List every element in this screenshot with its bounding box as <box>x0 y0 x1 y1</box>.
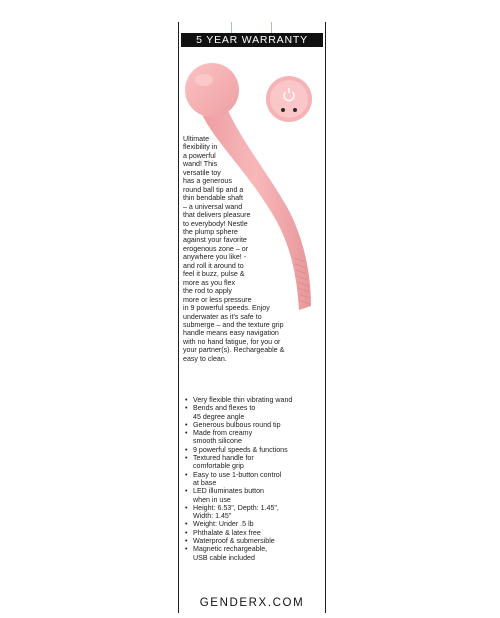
charging-contact <box>281 108 285 112</box>
description-line: flexibility in <box>183 143 218 152</box>
description-line: easy to clean. <box>183 354 227 363</box>
description-line: – a universal wand <box>183 202 243 211</box>
feature-list <box>185 396 325 562</box>
description-line: anywhere you like! - <box>183 253 247 262</box>
wand-ball-tip <box>185 63 239 117</box>
description-line: more or less pressure <box>183 295 252 304</box>
charging-contact <box>293 108 297 112</box>
description-line: the rod to apply <box>183 287 232 296</box>
feature-text: • Weight: Under .5 lb <box>193 520 254 529</box>
feature-item <box>185 421 325 429</box>
feature-text: • Bends and flexes to <box>193 404 256 413</box>
description-line: against your favorite <box>183 236 247 245</box>
feature-item <box>185 454 325 471</box>
feature-text: at base <box>193 478 217 487</box>
feature-text: when in use <box>193 495 231 504</box>
feature-text: • Magnetic rechargeable, <box>193 545 268 554</box>
feature-text: smooth silicone <box>193 437 242 446</box>
description-line: has a generous <box>183 177 232 186</box>
feature-text: comfortable grip <box>193 462 244 471</box>
description-line: a powerful <box>183 151 216 160</box>
description-line: your partner(s). Rechargeable & <box>183 346 285 355</box>
feature-text: 45 degree angle <box>193 412 245 421</box>
feature-text: • Height: 6.53", Depth: 1.45", <box>193 503 279 512</box>
feature-item <box>185 396 325 404</box>
description-line: the plump sphere <box>183 227 238 236</box>
feature-item <box>185 504 325 521</box>
description-line: round ball tip and a <box>183 185 244 194</box>
description-line: in 9 powerful speeds. Enjoy <box>183 304 270 313</box>
warranty-banner: 5 YEAR WARRANTY <box>181 33 323 47</box>
wand-base-view <box>266 76 312 122</box>
feature-item <box>185 429 325 446</box>
feature-text: • Waterproof & submersible <box>193 537 275 546</box>
feature-text: Width: 1.45" <box>193 512 232 521</box>
feature-item <box>185 404 325 421</box>
feature-text: • Textured handle for <box>193 454 254 463</box>
feature-text: USB cable included <box>193 553 255 562</box>
description-line: handle means easy navigation <box>183 329 279 338</box>
feature-item <box>185 520 325 528</box>
description-line: erogenous zone – or <box>183 244 249 253</box>
feature-item <box>185 446 325 454</box>
description-line: that delivers pleasure <box>183 211 251 220</box>
brand-url: GENDERX.COM <box>199 597 305 609</box>
feature-item <box>185 471 325 488</box>
description-line: versatile toy <box>183 168 221 177</box>
feature-text: • Phthalate & latex free <box>193 528 261 537</box>
description-line: Ultimate <box>183 135 210 143</box>
description-line: to everybody! Nestle <box>183 219 248 228</box>
description-line: more as you flex <box>183 278 236 287</box>
feature-text: • Generous bulbous round tip <box>193 420 281 429</box>
feature-item <box>185 529 325 537</box>
feature-text: • LED illuminates button <box>193 487 264 496</box>
description-line: with no hand fatigue, for you or <box>183 337 281 346</box>
feature-text: • Made from creamy <box>193 429 253 438</box>
description-line: submerge – and the texture grip <box>183 320 284 329</box>
package-panel <box>178 22 326 613</box>
description-line: feel it buzz, pulse & <box>183 270 245 279</box>
feature-text: • Very flexible thin vibrating wand <box>193 396 293 404</box>
description-line: wand! This <box>183 160 218 169</box>
feature-item <box>185 545 325 562</box>
feature-text: • Easy to use 1-button control <box>193 470 282 479</box>
description-line: underwater as it's safe to <box>183 312 262 321</box>
description-line: and roll it around to <box>183 261 244 270</box>
product-description <box>183 135 323 363</box>
description-line: thin bendable shaft <box>183 194 243 203</box>
feature-item <box>185 537 325 545</box>
feature-text: • 9 powerful speeds & functions <box>193 445 288 454</box>
feature-item <box>185 487 325 504</box>
